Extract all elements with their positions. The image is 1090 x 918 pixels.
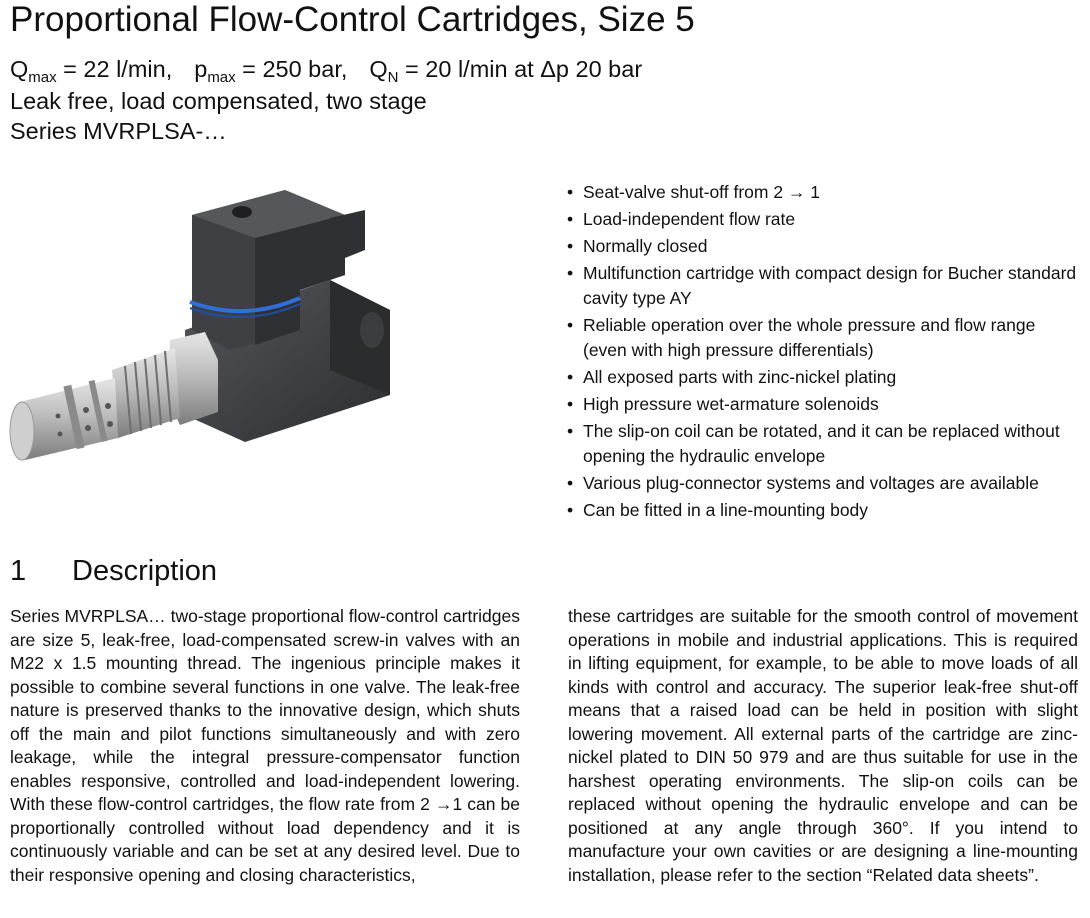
feature-item: • Normally closed [567,234,1077,259]
spec-qn: $Q_N = 20$ l/min at Δp 20 bar [369,56,643,86]
product-image [0,180,540,480]
spec-qmax: $Q_{max} = 22$ l/min, [10,56,173,86]
feature-item: • All exposed parts with zinc-nickel plating [567,365,1077,390]
page-title: Proportional Flow-Control Cartridges, Size 5 [10,0,695,39]
series-line: Series MVRPLSA-… [10,118,227,144]
section-title: Description [72,555,218,587]
feature-item: • The slip-on coil can be rotated, and it can be replaced without opening the hydraulic envelope [567,419,1077,469]
feature-item: • Can be fitted in a line-mounting body [567,498,1077,523]
feature-item: • Various plug-connector systems and voltages are available [567,471,1077,496]
spec-pmax: $p_{max} = 250$ bar, [194,56,348,86]
feature-item: • High pressure wet-armature solenoids [567,392,1077,417]
feature-item: • Reliable operation over the whole pressure and flow range (even with high pressure differentials) [567,313,1077,363]
feature-item: • Load-independent flow rate [567,207,1077,232]
section-number: 1 [10,555,27,587]
subtitle: Leak free, load compensated, two stage [10,88,427,114]
feature-list [567,180,1077,525]
description-right-column: these cartridges are suitable for the smooth control of movement operations in mobile and industrial applications. This is required in lifting equipment, for example, to be able to move loads of all kinds with control and accuracy. The superior leak-free shut-off means that a raised load can be held in position with slight lowering movement. All external parts of the cartridge are zinc-nickel plated to DIN 50 979 and are thus suitable for use in the harshest operating environments. The slip-on coils can be replaced without opening the hydraulic envelope and can be positioned at any angle through 360°. If you intend to manufacture your own cavities or are designing a line-mounting installation, please refer to the section “Related data sheets”. [568,606,1078,885]
section-heading [10,553,217,589]
feature-item: • Multifunction cartridge with compact design for Bucher standard cavity type AY [567,261,1077,311]
feature-item: • Seat-valve shut-off from 2 → 1 [567,180,1077,205]
description-left-column: Series MVRPLSA… two-stage proportional flow-control cartridges are size 5, leak-free, load-compensated screw-in valves with an M22 x 1.5 mounting thread. The ingenious principle makes it possible to combine several functions in one valve. The leak-free nature is preserved thanks to the innovative design, which shuts off the main and pilot functions simultaneously and with zero leakage, while the integral pressure-compensator function enables responsive, controlled and load-independent lowering. With these flow-control cartridges, the flow rate from 2 →1 can be proportionally controlled without load dependency and it is continuously variable and can be set at any desired level. Due to their responsive opening and closing characteristics, [10,606,520,885]
